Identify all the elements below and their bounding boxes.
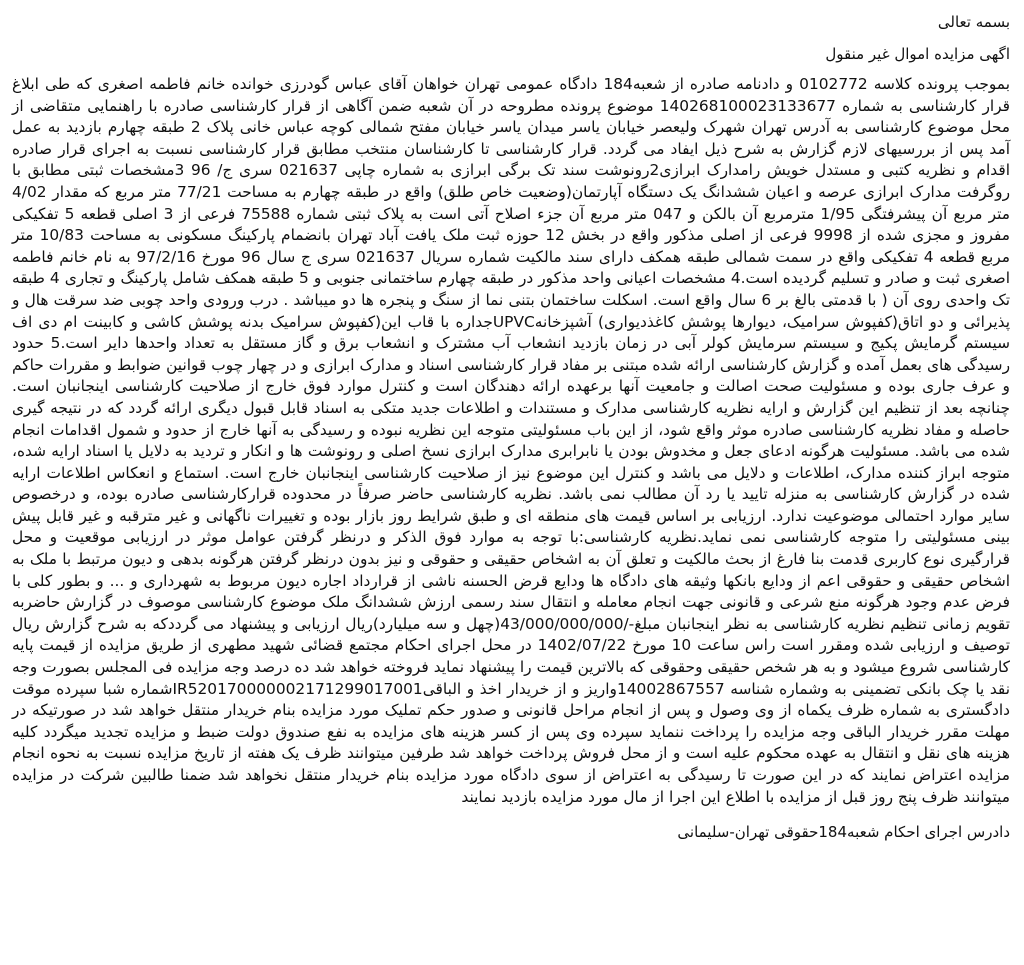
notice-body: بموجب پرونده کلاسه 0102772 و دادنامه صادره از شعبه184 دادگاه عمومی تهران خواهان آقای عباس گودرزی خوانده خانم فاطمه اصغری که طی ابلاغ قرار کارشناسی به شماره 140268100023133677 موضوع پرونده مطروحه در آن شعبه ضمن آگاهی از قرار کارشناسی صادره با راهنمایی متقاضی از محل موضوع کارشناسی به آدرس تهران شهرک ولیعصر خیابان یاسر میدان یاسر خیابان مفتح شمالی کوچه عباس خانی پلاک 2 طبقه چهارم بازدید به عمل آمد پس از بررسیهای لازم گزارش به شرح ذیل ایفاد می گردد. قرار کارشناسی تا کارشناسان منتخب مطابق قرار کارشناسی نسبت به اجرای قرار صادره اقدام و نظریه کتبی و مستدل خویش رامدارک ابرازی2رونوشت سند تک برگی ابرازی به شماره چاپی 021637 سری ج/ 96 3مشخصات ثبتی مطابق با روگرفت مدارک ابرازی عرصه و اعیان ششدانگ یک دستگاه آپارتمان(وضعیت خاص طلق) واقع در طبقه چهارم به مساحت 77/21 متر مربع که مقدار 4/02 متر مربع آن پیشرفتگی 1/95 مترمربع آن بالکن و 047 متر مربع آن جزء اصلاح آتی است به پلاک ثبتی شماره 75588 فرعی از 3 اصلی قطعه 5 تفکیکی مفروز و مجزی شده از 9998 فرعی از اصلی مذکور واقع در بخش 12 حوزه ثبت ملک یافت آباد تهران بانضمام پارکینگ مسکونی به مساحت 10/83 متر مربع قطعه 4 تفکیکی واقع در سمت شمالی طبقه همکف دارای سند مالکیت شماره سریال 021637 سری ج سال 96 مورخ 97/2/16 به نام خانم فاطمه اصغری ثبت و صادر و تسلیم گردیده است.4 مشخصات اعیانی واحد مذکور در طبقه چهارم ساختمانی جنوبی و 5 طبقه همکف شامل پارکینگ و تجاری 4 طبقه تک واحدی روی آن ( با قدمتی بالغ بر 6 سال واقع است. اسکلت ساختمان بتنی نما از سنگ و پنجره ها دو میباشد . درب ورودی واحد چوبی ضد سرقت هال و پذیرائی و دو اتاق(کفپوش سرامیک، دیوارها پوشش کاغذدیواری) آشپزخانهUPVCجداره با قاب این(کفپوش سرامیک بدنه پوشش کاشی و کابینت ام دی اف سیستم گرمایش پکیج و سیستم سرمایش کولر آبی در زمان بازدید انشعاب آب مشترک و انشعاب برق و گاز مستقل به تعداد واحدها دایر است.5 حدود رسیدگی های بعمل آمده و گزارش کارشناسی ارائه شده مبتنی بر مفاد قرار کارشناسی اسناد و مدارک ابرازی و در چهار چوب قوانین ضوابط و مقررات حاکم و عرف جاری بوده و مسئولیت صحت اصالت و جامعیت آنها برعهده ارائه دهندگان است و کنترل موارد فوق خارج از صلاحیت کارشناسی اینجانبان است. چنانچه بعد از تنظیم این گزارش و ارایه نظریه کارشناسی مدارک و مستندات و اطلاعات جدید متکی به اسناد قابل قبول دیگری ارائه گردد که در نتیجه گیری حاصله و مفاد نظریه کارشناسی صادره موثر واقع شود، از این باب مسئولیتی متوجه این نظریه نبوده و رسیدگی به آنها خارج از حدود و شمول اقدامات انجام شده می باشد. مسئولیت هرگونه ادعای جعل و مخدوش بودن یا نابرابری مدارک ابرازی نسخ اصلی و رونوشت ها و انکار و تردید به دلایل یا اسناد ارایه شده، متوجه ابراز کننده مدارک، اطلاعات و دلایل می باشد و کنترل این موضوع نیز از صلاحیت کارشناسی اینجانبان خارج است. استماع و انعکاس اطلاعات ارایه شده در گزارش کارشناسی به منزله تایید یا رد آن مطالب نمی باشد. نظریه کارشناسی حاضر صرفاً در محدوده قرارکارشناسی صادره بوده، و درخصوص سایر موارد احتمالی موضوعیت ندارد. ارزیابی بر اساس قیمت های منطقه ای و طبق شرایط روز بازار بوده و تغییرات ناگهانی و غیر مترقبه و غیر قابل پیش بینی مسئولیتی را متوجه کارشناسی نمی نماید.نظریه کارشناسی:با توجه به موارد فوق الذکر و درنظر گرفتن عوامل موثر در ارزیابی موقعیت و محل قرارگیری نوع کاربری قدمت بنا فارغ از بحث مالکیت و تعلق آن به اشخاص حقیقی و حقوقی و نیز بدون درنظر گرفتن هرگونه بدهی و دیون مرتبط با ملک به اشخاص حقیقی و حقوقی اعم از ودایع بانکها وثیقه های دادگاه ها ودایع قرض الحسنه ناشی از قرارداد اجاره دیون مربوط به شهرداری و ... و بطور کلی با فرض عدم وجود هرگونه منع شرعی و قانونی جهت انجام معامله و انتقال سند رسمی ارزش ششدانگ ملک موضوع کارشناسی موصوف در گزارش حاضربه تقویم زمانی تنظیم نظریه کارشناسی به نظر اینجانبان مبلغ-/43/000/000/000(چهل و سه میلیارد)ریال ارزیابی و پیشنهاد می گرددکه به شرح گزارش ریال توصیف و ارزیابی شده ومقرر است راس ساعت 10 مورخ 1402/07/22 در محل اجرای احکام مجتمع قضائی شهید مطهری از طریق مزایده از قیمت پایه کارشناسی شروع میشود و به هر شخص حقیقی وحقوقی که بالاترین قیمت را پیشنهاد نماید فروخته خواهد شد ده درصد وجه مزایده فی المجلس بصورت وجه نقد یا چک بانکی تضمینی به وشماره شناسه 14002867557واریز و از خریدار اخذ و الباقیIR520170000002171299017001شماره شبا سپرده موقت دادگستری به شماره ظرف یکماه از وی وصول و پس از انجام مراحل قانونی و صدور حکم تملیک مورد مزایده بنام خریدار منتقل خواهد شد در صورتیکه در مهلت مقرر خریدار الباقی وجه مزایده را پرداخت ننماید سپرده وی پس از کسر هزینه های مزایده به نفع صندوق دولت ضبط و مزایده تجدید میگردد کلیه هزینه های نقل و انتقال به عهده محکوم علیه است و از محل فروش پرداخت خواهد شد طرفین میتوانند ظرف یک هفته از تاریخ مزایده نسبت به نحوه انجام مزایده اعتراض نمایند که در این صورت تا رسیدگی به اعتراض از سوی دادگاه مورد مزایده بنام خریدار منتقل نخواهد شد ضمنا طالبین شرکت در مزایده میتوانند ظرف پنج روز قبل از مزایده با اطلاع این اجرا از مال مورد مزایده بازدید نمایند bbox=[12, 75, 1011, 806]
notice-title: اگهی مزایده اموال غیر منقول bbox=[825, 45, 1010, 63]
greeting-heading: بسمه تعالی bbox=[937, 13, 1010, 31]
signature-line: دادرس اجرای احکام شعبه184حقوقی تهران-سلیمانی bbox=[677, 823, 1010, 842]
